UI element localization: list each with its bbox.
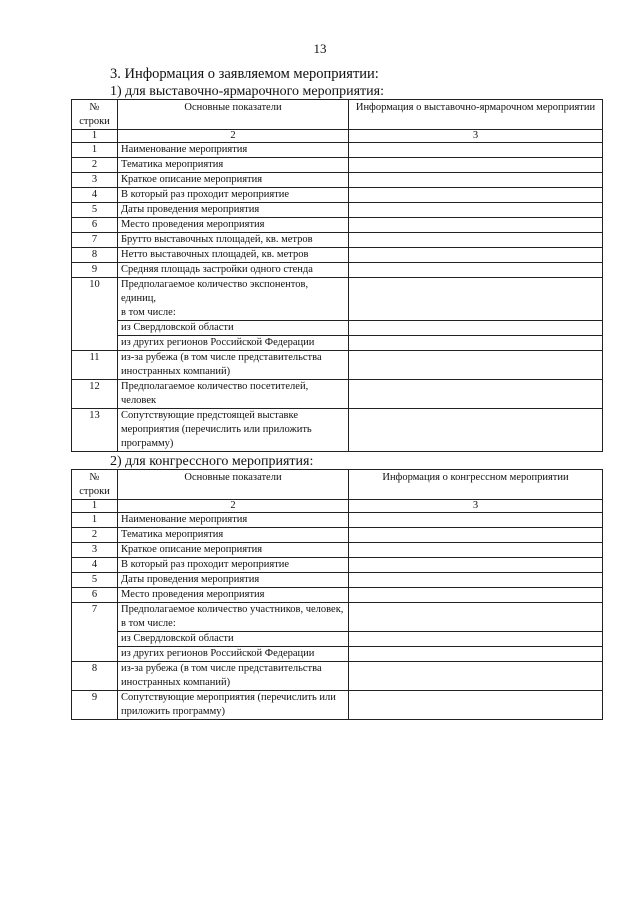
row-label: из-за рубежа (в том числе представительства иностранных компаний) — [118, 662, 349, 691]
congress-subtitle: 2) для конгрессного мероприятия: — [110, 454, 314, 469]
row-info-cell[interactable] — [349, 173, 603, 188]
row-num: 2 — [72, 158, 118, 173]
row-info-cell[interactable] — [349, 543, 603, 558]
row-num: 9 — [72, 263, 118, 278]
row-num: 5 — [72, 203, 118, 218]
row-info-cell[interactable] — [349, 351, 603, 380]
row-info-cell[interactable] — [349, 632, 603, 647]
row-num: 8 — [72, 662, 118, 691]
table-row — [72, 233, 603, 248]
row-info-cell[interactable] — [349, 188, 603, 203]
row-label: В который раз проходит мероприятие — [118, 188, 349, 203]
row-num: 9 — [72, 691, 118, 720]
row-label: Сопутствующие мероприятия (перечислить или приложить программу) — [118, 691, 349, 720]
header-info: Информация о выставочно-ярмарочном мероприятии — [349, 100, 603, 130]
row-num: 4 — [72, 188, 118, 203]
row-label — [118, 278, 349, 321]
congress-table — [71, 469, 603, 720]
row-label: Наименование мероприятия — [118, 143, 349, 158]
index-row — [72, 130, 603, 143]
row-info-cell[interactable] — [349, 573, 603, 588]
row-num: 13 — [72, 409, 118, 452]
table-header-row — [72, 100, 603, 130]
index-row — [72, 500, 603, 513]
row-label: Место проведения мероприятия — [118, 588, 349, 603]
table-row — [72, 691, 603, 720]
row-num: 5 — [72, 573, 118, 588]
row-label: Предполагаемое количество посетителей, человек — [118, 380, 349, 409]
index-cell: 1 — [72, 130, 118, 143]
row-info-cell[interactable] — [349, 409, 603, 452]
row-num: 3 — [72, 543, 118, 558]
row-num: 7 — [72, 603, 118, 662]
row-num: 10 — [72, 278, 118, 351]
row-info-cell[interactable] — [349, 558, 603, 573]
row-info-cell[interactable] — [349, 321, 603, 336]
table-row — [72, 351, 603, 380]
index-cell: 3 — [349, 130, 603, 143]
row-info-cell[interactable] — [349, 336, 603, 351]
row-info-cell[interactable] — [349, 233, 603, 248]
row-label-secondary: в том числе: — [121, 618, 176, 629]
table-row — [72, 218, 603, 233]
table-row — [72, 588, 603, 603]
table-row — [72, 603, 603, 632]
table-row — [72, 528, 603, 543]
row-info-cell[interactable] — [349, 603, 603, 632]
row-label: из-за рубежа (в том числе представительства иностранных компаний) — [118, 351, 349, 380]
header-num: № строки — [72, 100, 118, 130]
row-label-secondary: в том числе: — [121, 307, 176, 318]
row-num: 12 — [72, 380, 118, 409]
row-info-cell[interactable] — [349, 662, 603, 691]
exhibition-table — [71, 99, 603, 452]
row-label: Нетто выставочных площадей, кв. метров — [118, 248, 349, 263]
row-info-cell[interactable] — [349, 203, 603, 218]
row-num: 8 — [72, 248, 118, 263]
row-label-main: Предполагаемое количество экспонентов, единиц, — [121, 279, 309, 304]
row-label: Тематика мероприятия — [118, 528, 349, 543]
row-label: Даты проведения мероприятия — [118, 573, 349, 588]
row-label: Брутто выставочных площадей, кв. метров — [118, 233, 349, 248]
row-info-cell[interactable] — [349, 263, 603, 278]
table-header-row — [72, 470, 603, 500]
table-row — [72, 143, 603, 158]
row-info-cell[interactable] — [349, 513, 603, 528]
table-row — [72, 573, 603, 588]
row-num: 6 — [72, 588, 118, 603]
row-num: 11 — [72, 351, 118, 380]
table-row — [72, 188, 603, 203]
section-title: 3. Информация о заявляемом мероприятии: — [110, 66, 379, 82]
row-info-cell[interactable] — [349, 647, 603, 662]
row-label: Даты проведения мероприятия — [118, 203, 349, 218]
row-label: Краткое описание мероприятия — [118, 173, 349, 188]
header-info: Информация о конгрессном мероприятии — [349, 470, 603, 500]
table-subrow — [72, 647, 603, 662]
row-label-main: Предполагаемое количество участников, человек, — [121, 604, 344, 615]
row-label: Наименование мероприятия — [118, 513, 349, 528]
table-subrow — [72, 321, 603, 336]
row-info-cell[interactable] — [349, 691, 603, 720]
table-subrow — [72, 336, 603, 351]
row-label: Тематика мероприятия — [118, 158, 349, 173]
header-indicators: Основные показатели — [118, 470, 349, 500]
row-num: 1 — [72, 513, 118, 528]
row-info-cell[interactable] — [349, 143, 603, 158]
row-info-cell[interactable] — [349, 158, 603, 173]
row-info-cell[interactable] — [349, 278, 603, 321]
table-row — [72, 409, 603, 452]
table-row — [72, 543, 603, 558]
row-num: 7 — [72, 233, 118, 248]
row-info-cell[interactable] — [349, 218, 603, 233]
row-label: Средняя площадь застройки одного стенда — [118, 263, 349, 278]
table-row — [72, 248, 603, 263]
row-label: В который раз проходит мероприятие — [118, 558, 349, 573]
row-num: 3 — [72, 173, 118, 188]
row-sub-label: из Свердловской области — [118, 321, 349, 336]
page-number: 13 — [313, 41, 327, 56]
exhibition-subtitle: 1) для выставочно-ярмарочного мероприятия: — [110, 84, 384, 99]
table-row — [72, 263, 603, 278]
table-row — [72, 173, 603, 188]
table-row — [72, 662, 603, 691]
table-subrow — [72, 632, 603, 647]
table-row — [72, 203, 603, 218]
row-info-cell[interactable] — [349, 380, 603, 409]
table-row — [72, 278, 603, 321]
row-num: 2 — [72, 528, 118, 543]
row-label: Сопутствующие предстоящей выставке мероприятия (перечислить или приложить программу) — [118, 409, 349, 452]
row-sub-label: из Свердловской области — [118, 632, 349, 647]
row-info-cell[interactable] — [349, 528, 603, 543]
index-cell: 3 — [349, 500, 603, 513]
row-label: Краткое описание мероприятия — [118, 543, 349, 558]
row-num: 6 — [72, 218, 118, 233]
table-row — [72, 380, 603, 409]
row-label: Место проведения мероприятия — [118, 218, 349, 233]
row-sub-label: из других регионов Российской Федерации — [118, 647, 349, 662]
table-row — [72, 158, 603, 173]
header-num: № строки — [72, 470, 118, 500]
header-indicators: Основные показатели — [118, 100, 349, 130]
row-num: 1 — [72, 143, 118, 158]
index-cell: 2 — [118, 130, 349, 143]
index-cell: 2 — [118, 500, 349, 513]
row-label — [118, 603, 349, 632]
row-sub-label: из других регионов Российской Федерации — [118, 336, 349, 351]
table-row — [72, 513, 603, 528]
row-num: 4 — [72, 558, 118, 573]
row-info-cell[interactable] — [349, 588, 603, 603]
table-row — [72, 558, 603, 573]
row-info-cell[interactable] — [349, 248, 603, 263]
index-cell: 1 — [72, 500, 118, 513]
